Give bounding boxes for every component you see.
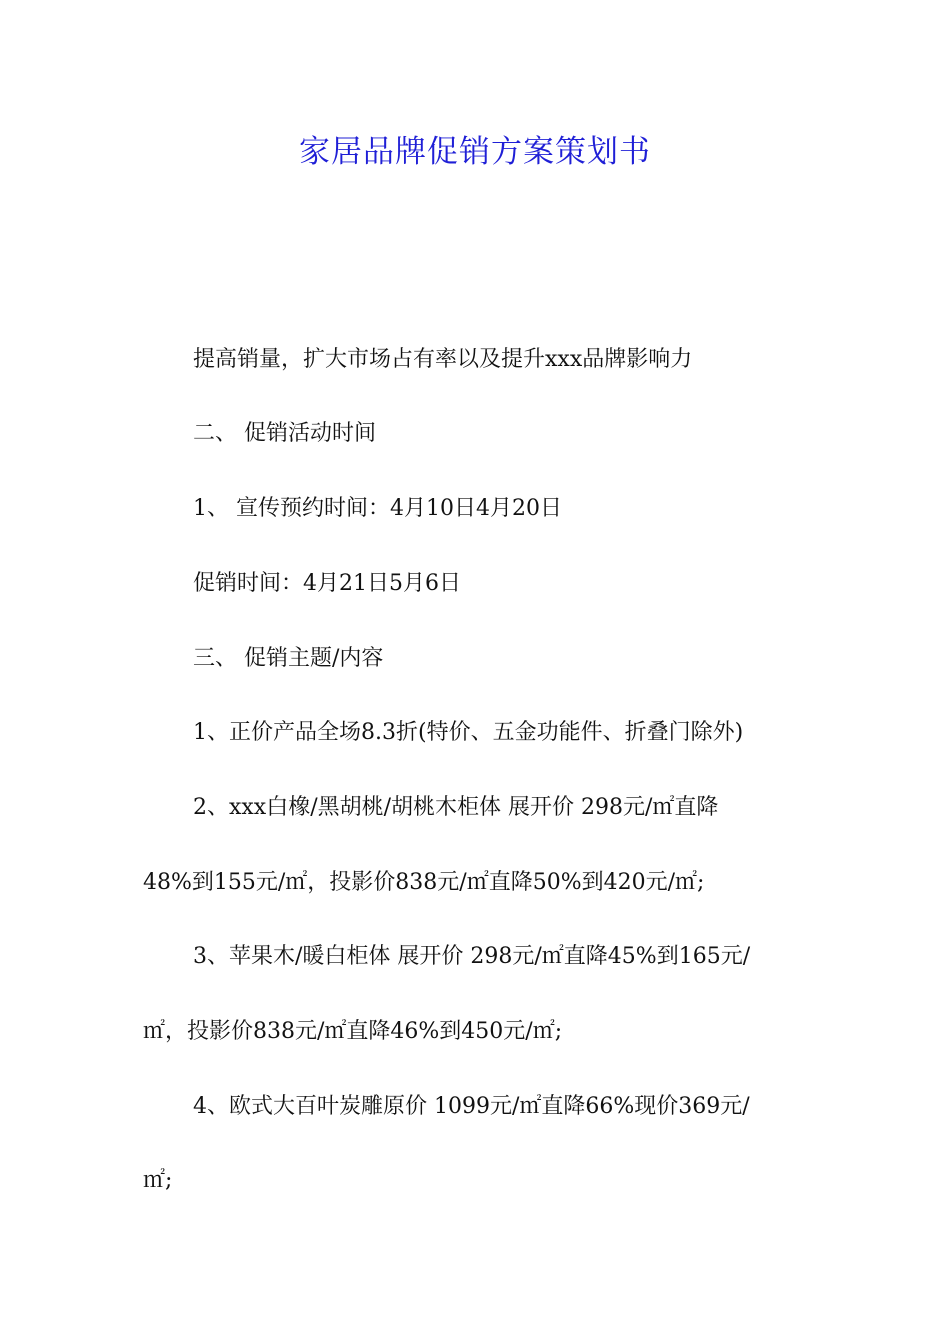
promo-sale-time: 促销时间：4月21日5月6日 — [193, 571, 461, 596]
section-heading-theme: 三、 促销主题/内容 — [193, 646, 384, 671]
document-title: 家居品牌促销方案策划书 — [299, 134, 651, 170]
list-item-1: 1、正价产品全场8.3折(特价、五金功能件、折叠门除外) — [193, 720, 744, 745]
list-item-3-line-1: 3、苹果木/暖白柜体 展开价 298元/㎡直降45%到165元/ — [193, 944, 751, 969]
list-item-2-line-2: 48%到155元/㎡，投影价838元/㎡直降50%到420元/㎡; — [143, 870, 705, 895]
promo-booking-time: 1、 宣传预约时间：4月10日4月20日 — [193, 496, 562, 521]
list-item-4-line-1: 4、欧式大百叶炭雕原价 1099元/㎡直降66%现价369元/ — [193, 1094, 750, 1119]
list-item-4-line-2: ㎡; — [143, 1168, 173, 1193]
list-item-2-line-1: 2、xxx白橡/黑胡桃/胡桃木柜体 展开价 298元/㎡直降 — [193, 795, 719, 820]
section-heading-time: 二、 促销活动时间 — [193, 421, 376, 446]
objective-line: 提高销量，扩大市场占有率以及提升xxx品牌影响力 — [193, 347, 693, 372]
list-item-3-line-2: ㎡，投影价838元/㎡直降46%到450元/㎡; — [143, 1019, 563, 1044]
